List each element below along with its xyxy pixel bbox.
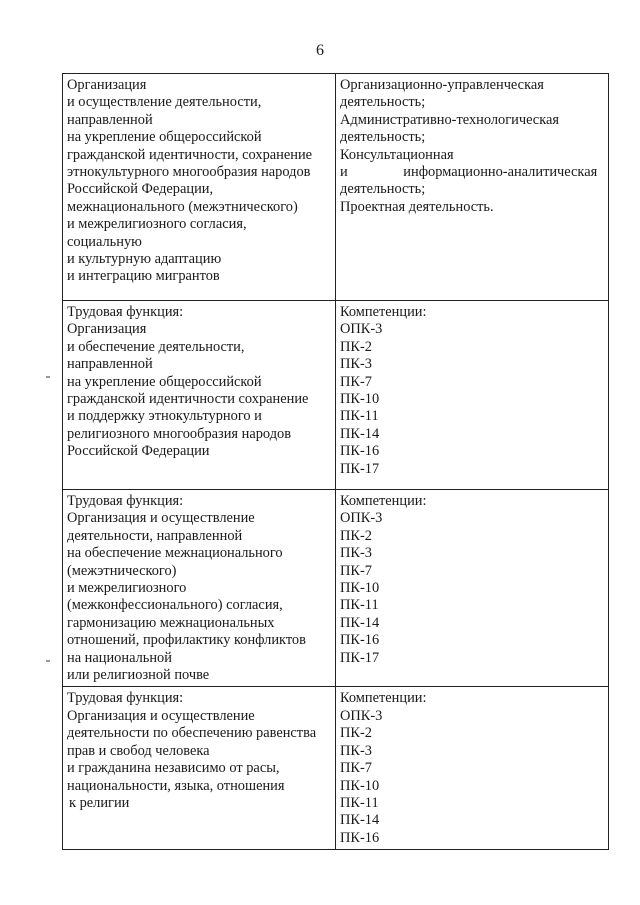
cell-line: прав и свобод человека bbox=[67, 742, 210, 759]
cell-line: и осуществление деятельности, bbox=[67, 94, 262, 111]
cell-line: деятельности, направленной bbox=[67, 527, 243, 544]
cell-line: или религиозной почве bbox=[67, 667, 210, 684]
cell-line: деятельность; bbox=[340, 129, 426, 146]
cell-line: на укрепление общероссийской bbox=[67, 373, 262, 390]
cell-line: ПК-2 bbox=[340, 527, 372, 544]
cell-line: и культурную адаптацию bbox=[67, 251, 222, 268]
cell-line: Организация bbox=[67, 77, 147, 93]
cell-line: Проектная деятельность. bbox=[340, 198, 494, 215]
cell-line: ПК-7 bbox=[340, 760, 372, 777]
cell-line: ПК-14 bbox=[340, 614, 380, 631]
document-table bbox=[62, 73, 609, 850]
table-cell-function bbox=[63, 687, 336, 850]
cell-line: ПК-11 bbox=[340, 794, 379, 811]
cell-line: Административно-технологическая bbox=[340, 111, 559, 128]
cell-line: социальную bbox=[67, 233, 142, 250]
cell-line-justified: и информационно-аналитическая bbox=[340, 164, 598, 181]
page-number: 6 bbox=[316, 42, 324, 59]
cell-line: деятельность; bbox=[340, 94, 426, 111]
cell-line: ПК-11 bbox=[340, 408, 379, 425]
table-cell-competencies bbox=[336, 301, 609, 490]
cell-line: на обеспечение межнационального bbox=[67, 545, 283, 562]
table-cell-competencies bbox=[336, 490, 609, 687]
table-cell-function bbox=[63, 490, 336, 687]
table-row bbox=[63, 74, 609, 301]
cell-line: Трудовая функция: bbox=[67, 493, 184, 509]
cell-line: к религии bbox=[69, 794, 130, 811]
cell-line: ПК-17 bbox=[340, 649, 380, 666]
cell-line: Консультационная bbox=[340, 146, 454, 163]
cell-line: ПК-10 bbox=[340, 391, 380, 408]
cell-line: Российской Федерации bbox=[67, 443, 210, 460]
cell-line: Организация и осуществление bbox=[67, 510, 255, 527]
table-row bbox=[63, 490, 609, 687]
table-cell-competencies bbox=[336, 687, 609, 850]
cell-line: Трудовая функция: bbox=[67, 304, 184, 320]
cell-line: и межрелигиозного согласия, bbox=[67, 216, 247, 233]
cell-line: ПК-16 bbox=[340, 829, 380, 846]
cell-line: отношений, профилактику конфликтов bbox=[67, 632, 306, 649]
cell-line: Компетенции: bbox=[340, 304, 427, 320]
scan-speck bbox=[46, 660, 50, 662]
cell-line: ОПК-3 bbox=[340, 510, 383, 527]
cell-line: и поддержку этнокультурного и bbox=[67, 408, 262, 425]
cell-line: Российской Федерации, bbox=[67, 181, 214, 198]
cell-line: (межконфессионального) согласия, bbox=[67, 597, 283, 614]
cell-line: гражданской идентичности сохранение bbox=[67, 391, 309, 408]
table-cell-activity bbox=[63, 74, 336, 301]
cell-line: Организация и осуществление bbox=[67, 707, 255, 724]
cell-line: ПК-3 bbox=[340, 356, 372, 373]
cell-line: и гражданина независимо от расы, bbox=[67, 760, 280, 777]
cell-line: ПК-17 bbox=[340, 460, 380, 477]
cell-line: деятельность; bbox=[340, 181, 426, 198]
cell-line: ПК-7 bbox=[340, 373, 372, 390]
cell-line: религиозного многообразия народов bbox=[67, 425, 292, 442]
cell-line: ПК-2 bbox=[340, 338, 372, 355]
cell-line: Организация bbox=[67, 321, 147, 338]
cell-line: национальности, языка, отношения bbox=[67, 777, 285, 794]
cell-line: Трудовая функция: bbox=[67, 690, 184, 707]
cell-line: на национальной bbox=[67, 649, 172, 666]
cell-line: направленной bbox=[67, 111, 153, 128]
cell-line: ОПК-3 bbox=[340, 321, 383, 338]
cell-line: ПК-14 bbox=[340, 425, 380, 442]
scan-speck bbox=[46, 376, 50, 378]
cell-line: ПК-7 bbox=[340, 562, 372, 579]
cell-line: и межрелигиозного bbox=[67, 580, 187, 597]
cell-line: деятельности по обеспечению равенства bbox=[67, 725, 317, 742]
cell-line: на укрепление общероссийской bbox=[67, 129, 262, 146]
table-cell-function bbox=[63, 301, 336, 490]
cell-line: ПК-10 bbox=[340, 580, 380, 597]
cell-line: этнокультурного многообразия народов bbox=[67, 164, 311, 181]
cell-line: ПК-10 bbox=[340, 777, 380, 794]
cell-line: гражданской идентичности, сохранение bbox=[67, 146, 313, 163]
cell-line: и интеграцию мигрантов bbox=[67, 268, 220, 285]
cell-line: ПК-14 bbox=[340, 812, 380, 829]
cell-line: ПК-11 bbox=[340, 597, 379, 614]
cell-line: Компетенции: bbox=[340, 493, 427, 509]
cell-line: гармонизацию межнациональных bbox=[67, 614, 275, 631]
table-row bbox=[63, 687, 609, 850]
cell-line: ПК-3 bbox=[340, 545, 372, 562]
cell-line: ПК-2 bbox=[340, 725, 372, 742]
table-cell-activity-types bbox=[336, 74, 609, 301]
cell-line: Организационно-управленческая bbox=[340, 77, 544, 93]
cell-line: (межэтнического) bbox=[67, 562, 177, 579]
cell-line: направленной bbox=[67, 356, 153, 373]
cell-line: межнационального (межэтнического) bbox=[67, 198, 298, 215]
cell-line: Компетенции: bbox=[340, 690, 427, 707]
cell-line: и обеспечение деятельности, bbox=[67, 338, 245, 355]
cell-line: ПК-16 bbox=[340, 632, 380, 649]
cell-line: ОПК-3 bbox=[340, 707, 383, 724]
table-row bbox=[63, 301, 609, 490]
cell-line: ПК-3 bbox=[340, 742, 372, 759]
cell-line: ПК-16 bbox=[340, 443, 380, 460]
